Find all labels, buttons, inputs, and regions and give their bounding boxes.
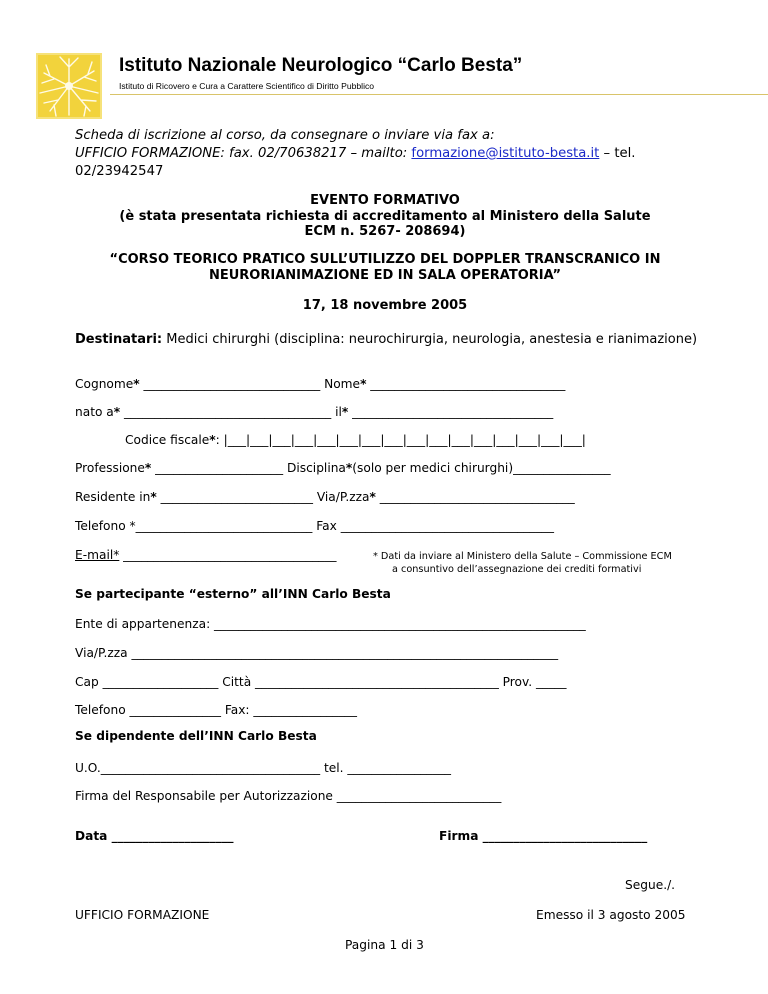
cap-citta-row[interactable]: Cap ___________________ Città ________________________________________ Prov. _____	[75, 675, 567, 689]
page-number: Pagina 1 di 3	[345, 938, 424, 952]
destinatari: Destinatari: Medici chirurghi (disciplina: neurochirurgia, neurologia, anestesia e rianimazione)	[75, 332, 698, 347]
firma-field[interactable]: Firma ___________________________	[439, 829, 648, 843]
intro-line-2: UFFICIO FORMAZIONE: fax. 02/70638217 – mailto: formazione@istituto-besta.it – tel.	[75, 146, 636, 161]
esterno-title: Se partecipante “esterno” all’INN Carlo Besta	[75, 587, 391, 601]
event-date: 17, 18 novembre 2005	[302, 298, 468, 313]
firma-responsabile-row[interactable]: Firma del Responsabile per Autorizzazione ___________________________	[75, 789, 502, 803]
institute-logo	[36, 53, 102, 119]
segue-text: Segue./.	[625, 878, 676, 892]
cognome-nome-row[interactable]: Cognome* _____________________________ Nome* ________________________________	[75, 377, 566, 391]
intro-line-3: 02/23942547	[75, 164, 164, 179]
footer-issued: Emesso il 3 agosto 2005	[536, 908, 686, 922]
course-title-2: NEURORIANIMAZIONE ED IN SALA OPERATORIA”	[208, 268, 562, 283]
nato-il-row[interactable]: nato a* __________________________________ il* _________________________________	[75, 405, 554, 419]
telefono-fax-row[interactable]: Telefono *_____________________________ Fax ___________________________________	[75, 519, 554, 533]
via-row[interactable]: Via/P.zza ______________________________________________________________________	[75, 646, 559, 660]
codice-fiscale-row[interactable]: Codice fiscale*: |___|___|___|___|___|___|___|___|___|___|___|___|___|___|___|___|	[125, 433, 586, 447]
email-link[interactable]: formazione@istituto-besta.it	[411, 146, 600, 161]
professione-row[interactable]: Professione* _____________________ Disciplina*(solo per medici chirurghi)________________	[75, 461, 611, 475]
ente-row[interactable]: Ente di appartenenza: _____________________________________________________________	[75, 617, 586, 631]
event-ecm: ECM n. 5267- 208694)	[304, 224, 466, 239]
ecm-note-1: * Dati da inviare al Ministero della Salute – Commissione ECM	[373, 551, 672, 562]
esterno-telefono-row[interactable]: Telefono _______________ Fax: _________________	[75, 703, 357, 717]
event-title: EVENTO FORMATIVO	[310, 193, 460, 208]
footer-office: UFFICIO FORMAZIONE	[75, 908, 210, 922]
institute-subtitle: Istituto di Ricovero e Cura a Carattere Scientifico di Diritto Pubblico	[119, 81, 375, 91]
course-title-1: “CORSO TEORICO PRATICO SULL’UTILIZZO DEL DOPPLER TRANSCRANICO IN	[109, 252, 661, 267]
data-field[interactable]: Data ____________________	[75, 829, 234, 843]
institute-title: Istituto Nazionale Neurologico “Carlo Besta”	[119, 55, 523, 76]
header-rule	[110, 94, 768, 95]
event-accreditation: (è stata presentata richiesta di accreditamento al Ministero della Salute	[119, 209, 651, 224]
residenza-row[interactable]: Residente in* _________________________ Via/P.zza* ________________________________	[75, 490, 575, 504]
ecm-note-2: a consuntivo dell’assegnazione dei crediti formativi	[392, 564, 642, 575]
dipendente-title: Se dipendente dell’INN Carlo Besta	[75, 729, 317, 743]
intro-line-1: Scheda di iscrizione al corso, da consegnare o inviare via fax a:	[75, 128, 495, 143]
uo-row[interactable]: U.O.____________________________________ tel. _________________	[75, 761, 452, 775]
email-row[interactable]: E-mail* ___________________________________	[75, 548, 337, 562]
